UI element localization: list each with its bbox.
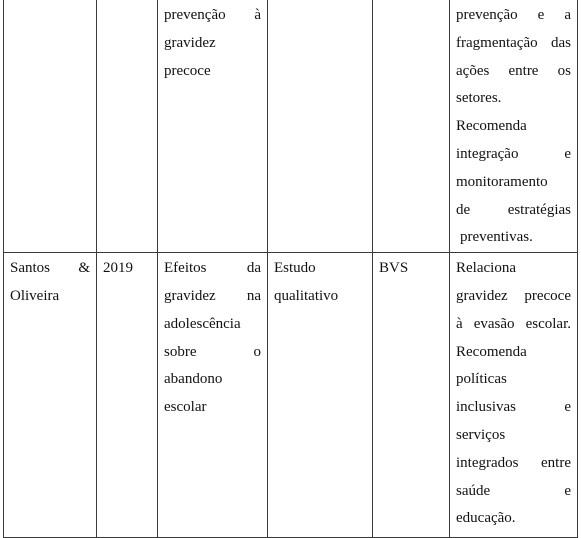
table-row	[4, 0, 578, 253]
database-cell	[373, 0, 450, 253]
author-line: Santos &	[10, 260, 90, 277]
result-line: fragmentação das	[456, 34, 571, 51]
result-line: gravidez precoce	[456, 287, 571, 304]
author-cell	[4, 253, 97, 538]
result-line: educação.	[456, 510, 516, 527]
database-cell	[373, 253, 450, 538]
method-cell	[268, 253, 373, 538]
database-text: BVS	[379, 260, 409, 277]
author-line: Oliveira	[10, 287, 60, 304]
title-line: gravidez na	[164, 287, 261, 304]
result-line: de estratégias	[456, 201, 571, 218]
title-line: abandono	[164, 371, 223, 388]
author-cell	[4, 0, 97, 253]
table-row	[4, 253, 578, 538]
title-line: prevenção à	[164, 7, 261, 23]
result-line: Relaciona	[456, 260, 516, 277]
method-cell	[268, 0, 373, 253]
result-line: saúde e	[456, 482, 571, 499]
title-cell	[158, 253, 268, 538]
result-line: preventivas.	[460, 229, 533, 246]
title-line: sobre o	[164, 343, 261, 360]
result-line: integração e	[456, 145, 571, 162]
year-cell	[97, 253, 158, 538]
title-line: Efeitos da	[164, 260, 261, 277]
result-line: prevenção e a	[456, 7, 571, 23]
method-line: qualitativo	[274, 287, 339, 304]
result-line: à evasão escolar.	[456, 315, 571, 332]
result-cell	[450, 253, 578, 538]
title-line: gravidez	[164, 34, 216, 51]
method-line: Estudo	[274, 260, 316, 277]
result-line: Recomenda	[456, 118, 527, 135]
result-line: políticas	[456, 371, 507, 388]
result-line: monitoramento	[456, 173, 548, 190]
title-line: adolescência	[164, 315, 241, 332]
title-cell	[158, 0, 268, 253]
result-line: Recomenda	[456, 343, 527, 360]
year-text: 2019	[103, 260, 133, 277]
result-line: integrados entre	[456, 454, 571, 471]
result-line: serviços	[456, 426, 506, 443]
year-cell	[97, 0, 158, 253]
result-line: ações entre os	[456, 62, 571, 79]
title-line: escolar	[164, 399, 207, 416]
result-line: setores.	[456, 90, 502, 107]
result-cell	[450, 0, 578, 253]
results-table	[3, 0, 578, 538]
title-line: precoce	[164, 62, 211, 79]
result-line: inclusivas e	[456, 399, 571, 416]
